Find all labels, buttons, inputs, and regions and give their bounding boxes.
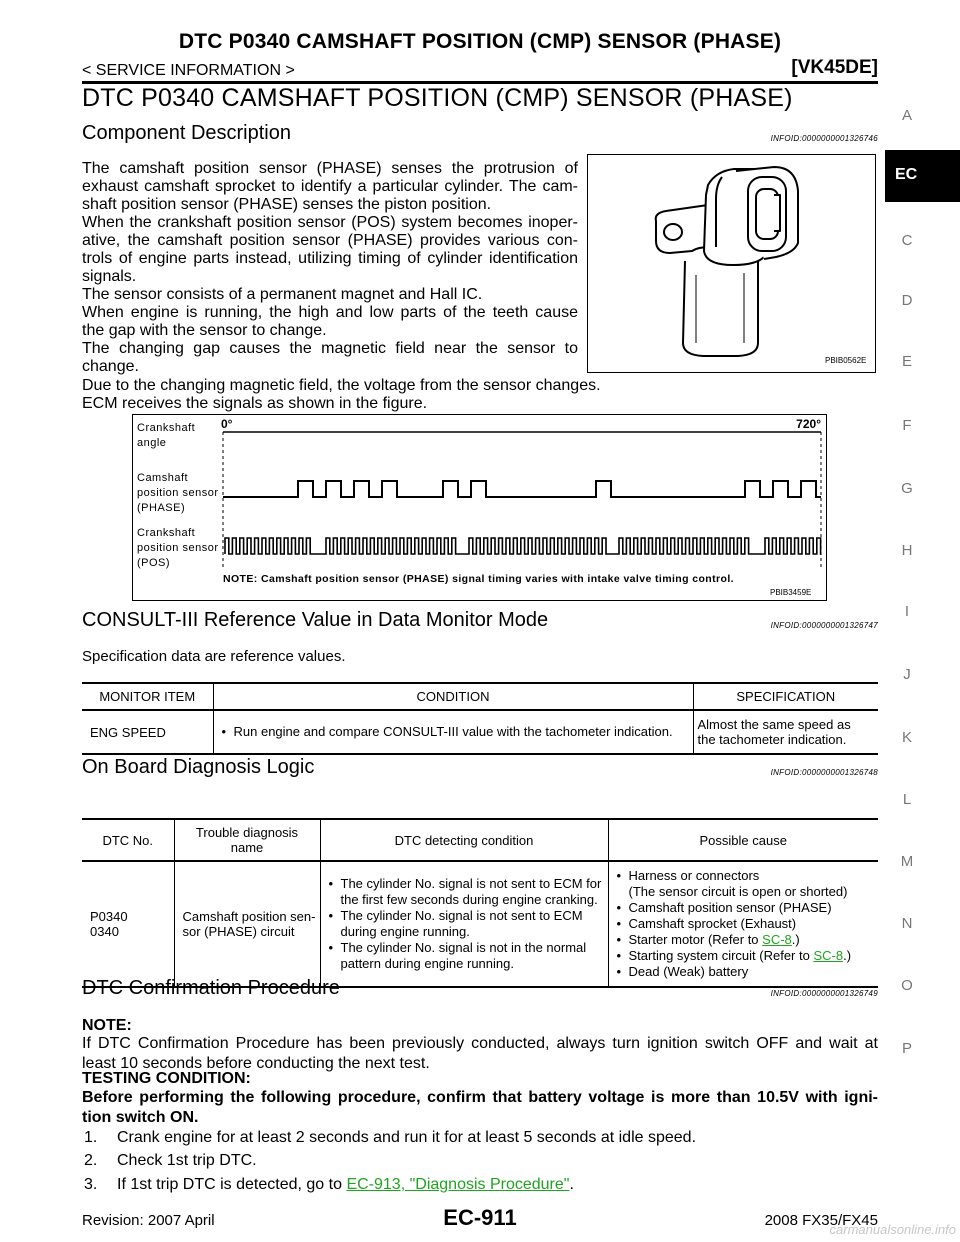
text-line: When engine is running, the high and low parts of the teeth cause — [82, 304, 578, 321]
crank-angle-label-2: angle — [137, 437, 167, 449]
text-line: Before performing the following procedure, confirm that battery voltage is more than 10.5V with igni- — [82, 1089, 878, 1106]
pos-label-3: (POS) — [137, 557, 171, 569]
text-line: The sensor consists of a permanent magnet and Hall IC. — [82, 286, 483, 303]
text-line: When the crankshaft position sensor (POS) system becomes inoper- — [82, 214, 578, 231]
side-index-o[interactable]: O — [901, 977, 913, 994]
text-line: The camshaft position sensor (PHASE) senses the protrusion of — [82, 160, 578, 177]
side-index-m[interactable]: M — [900, 853, 914, 870]
sc-8-link[interactable]: SC-8 — [762, 932, 792, 947]
text-line: ative, the camshaft position sensor (PHASE) provides various con- — [82, 232, 578, 249]
watermark: carmanualsonline.info — [829, 1222, 956, 1237]
side-index-d[interactable]: D — [901, 292, 913, 309]
side-index-l[interactable]: L — [902, 791, 912, 808]
side-index-j[interactable]: J — [903, 666, 911, 683]
header-section: < SERVICE INFORMATION > — [82, 62, 295, 79]
condition-bullet: • The cylinder No. signal is not sent to ECM during engine running. — [325, 908, 604, 940]
cause-bullet: • Starting system circuit (Refer to SC-8.) — [613, 948, 875, 964]
sensor-illustration — [587, 154, 876, 373]
side-index-a[interactable]: A — [901, 107, 912, 124]
cause-bullet: • Starter motor (Refer to SC-8.) — [613, 932, 875, 948]
text-line: least 10 seconds before conducting the next test. — [82, 1055, 430, 1072]
signal-figure-id: PBIB3459E — [770, 588, 812, 597]
pos-signal-waveform — [225, 538, 821, 554]
consult-table — [82, 682, 878, 755]
pos-label-2: position sensor — [137, 542, 219, 554]
side-index-p[interactable]: P — [901, 1040, 912, 1057]
monitor-item-cell: ENG SPEED — [82, 710, 213, 754]
header-model: [VK45DE] — [791, 57, 878, 78]
condition-bullet: • The cylinder No. signal is not in the normal pattern during engine running. — [325, 940, 604, 972]
side-index-g[interactable]: G — [901, 480, 913, 497]
text-line: signals. — [82, 268, 137, 285]
header-title: DTC P0340 CAMSHAFT POSITION (CMP) SENSOR (PHASE) — [178, 30, 782, 53]
text-line: tion switch ON. — [82, 1109, 199, 1126]
phase-label-3: (PHASE) — [137, 502, 186, 514]
page-title: DTC P0340 CAMSHAFT POSITION (CMP) SENSOR (PHASE) — [82, 84, 793, 112]
obd-table — [82, 818, 878, 988]
dtc-code: P0340 — [90, 909, 128, 924]
text-line: shaft position sensor (PHASE) senses the piston position. — [82, 196, 492, 213]
text-line: exhaust camshaft sprocket to identify a particular cylinder. The cam- — [82, 178, 578, 195]
cause-bullet: • Harness or connectors (The sensor circuit is open or shorted) — [613, 868, 875, 900]
diagnosis-name-cell — [174, 861, 320, 987]
detecting-condition-cell — [320, 861, 608, 987]
column-header: DTC No. — [82, 819, 174, 861]
diagnosis-name-line: Camshaft position sen- — [182, 909, 316, 924]
specification-cell — [693, 710, 878, 754]
signal-timing-diagram — [133, 415, 826, 600]
table-row — [82, 710, 878, 754]
phase-label-1: Camshaft — [137, 472, 189, 484]
signal-figure-note: NOTE: Camshaft position sensor (PHASE) signal timing varies with intake valve timing control. — [223, 573, 734, 585]
procedure-step: 1. Crank engine for at least 2 seconds and run it for at least 5 seconds at idle speed. — [84, 1129, 697, 1146]
note-text — [82, 1034, 878, 1074]
footer-model: 2008 FX35/FX45 — [764, 1212, 878, 1229]
testing-condition-label: TESTING CONDITION: — [82, 1070, 251, 1087]
table-header-row — [82, 819, 878, 861]
column-header: Trouble diagnosis name — [174, 819, 320, 861]
condition-bullet: • The cylinder No. signal is not sent to ECM for the first few seconds during engine cranking. — [325, 876, 604, 908]
diagnosis-name-line: sor (PHASE) circuit — [182, 924, 295, 939]
side-index-ec-tab[interactable] — [885, 150, 960, 202]
text-line: The changing gap causes the magnetic field near the sensor to — [82, 340, 578, 357]
side-index-c[interactable]: C — [901, 232, 913, 249]
table-header-row — [82, 683, 878, 710]
cause-bullet: • Camshaft position sensor (PHASE) — [613, 900, 875, 916]
consult-heading: CONSULT-III Reference Value in Data Monitor Mode — [82, 609, 549, 631]
angle-end-label: 720° — [796, 417, 821, 431]
testing-condition-text — [82, 1088, 878, 1128]
camshaft-sensor-drawing — [588, 155, 875, 372]
obd-info-id: INFOID:0000000001326748 — [770, 768, 878, 777]
component-info-id: INFOID:0000000001326746 — [770, 134, 878, 143]
possible-cause-cell — [608, 861, 878, 987]
text-line: Due to the changing magnetic field, the voltage from the sensor changes. — [82, 377, 601, 394]
phase-signal-waveform — [223, 481, 821, 497]
diagnosis-procedure-link[interactable]: EC-913, "Diagnosis Procedure" — [346, 1176, 570, 1193]
consult-info-id: INFOID:0000000001326747 — [770, 621, 878, 630]
text-line: the gap with the sensor to change. — [82, 322, 327, 339]
condition-cell — [213, 710, 693, 754]
spec-line: the tachometer indication. — [697, 732, 847, 747]
angle-start-label: 0° — [221, 417, 233, 431]
side-index-k[interactable]: K — [901, 729, 912, 746]
side-index-i[interactable]: I — [904, 603, 910, 620]
side-index-e[interactable]: E — [901, 353, 912, 370]
dtc-number-cell — [82, 861, 174, 987]
confirmation-heading: DTC Confirmation Procedure — [82, 977, 340, 999]
sensor-figure-id: PBIB0562E — [825, 356, 867, 365]
sc-8-link[interactable]: SC-8 — [813, 948, 844, 963]
footer-page-number: EC-911 — [443, 1205, 517, 1230]
obd-heading: On Board Diagnosis Logic — [82, 756, 315, 778]
column-header: SPECIFICATION — [693, 683, 878, 710]
note-label: NOTE: — [82, 1017, 132, 1034]
signal-timing-figure — [132, 414, 827, 601]
column-header: DTC detecting condition — [320, 819, 608, 861]
text-line: trols of engine parts instead, utilizing timing of cylinder identification — [82, 250, 578, 267]
column-header: CONDITION — [213, 683, 693, 710]
crank-angle-label-1: Crankshaft — [137, 422, 196, 434]
text-line: ECM receives the signals as shown in the figure. — [82, 395, 428, 412]
component-description-text — [82, 160, 578, 376]
side-index-h[interactable]: H — [901, 542, 913, 559]
dtc-code: 0340 — [90, 924, 119, 939]
procedure-step: 3. If 1st trip DTC is detected, go to EC-913, "Diagnosis Procedure". — [84, 1176, 574, 1193]
spec-line: Almost the same speed as — [697, 717, 851, 732]
table-row — [82, 861, 878, 987]
pos-label-1: Crankshaft — [137, 527, 196, 539]
side-index-n[interactable]: N — [901, 915, 913, 932]
confirmation-info-id: INFOID:0000000001326749 — [770, 989, 878, 998]
footer-revision: Revision: 2007 April — [82, 1212, 215, 1229]
consult-intro: Specification data are reference values. — [82, 648, 346, 665]
text-line: change. — [82, 358, 139, 375]
component-description-heading: Component Description — [82, 122, 291, 144]
cause-bullet: • Dead (Weak) battery — [613, 964, 875, 980]
text-line: If DTC Confirmation Procedure has been previously conducted, always turn ignition switch OFF and wait at — [82, 1035, 878, 1052]
condition-bullet: • Run engine and compare CONSULT-III value with the tachometer indication. — [218, 724, 689, 740]
side-index-f[interactable]: F — [902, 417, 912, 434]
column-header: Possible cause — [608, 819, 878, 861]
phase-label-2: position sensor — [137, 487, 219, 499]
cause-bullet: • Camshaft sprocket (Exhaust) — [613, 916, 875, 932]
procedure-step: 2. Check 1st trip DTC. — [84, 1152, 257, 1169]
side-index-ec-label: EC — [895, 166, 918, 183]
column-header: MONITOR ITEM — [82, 683, 213, 710]
